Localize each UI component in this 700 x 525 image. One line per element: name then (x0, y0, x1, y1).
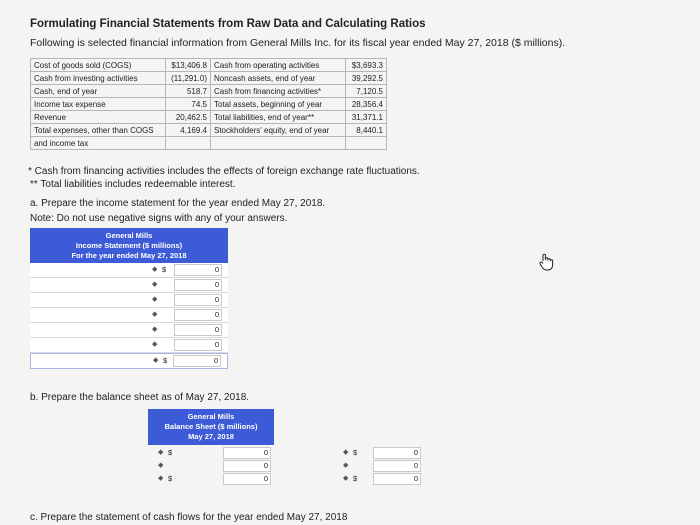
table-cell: 7,120.5 (346, 85, 387, 98)
table-cell (211, 137, 346, 150)
dollar-sign: $ (168, 474, 173, 483)
company-name: General Mills (187, 412, 235, 421)
amount-input[interactable]: 0 (174, 264, 222, 276)
table-cell: 39,292.5 (346, 72, 387, 85)
balance-row (148, 447, 423, 459)
hand-cursor-icon (537, 252, 557, 272)
dropdown-icon[interactable]: ◆ (343, 475, 349, 482)
dropdown-icon[interactable]: ◆ (158, 449, 164, 456)
dropdown-icon[interactable]: ◆ (152, 341, 158, 348)
amount-input[interactable]: 0 (373, 447, 421, 459)
financial-data-table (30, 58, 387, 150)
dollar-sign: $ (162, 265, 167, 274)
intro-text: Following is selected financial information from General Mills Inc. for its fiscal year ended May 27, 2018 ($ millions). (30, 37, 566, 49)
amount-input[interactable]: 0 (174, 339, 222, 351)
amount-input[interactable]: 0 (174, 279, 222, 291)
question-b: b. Prepare the balance sheet as of May 27, 2018. (30, 392, 250, 403)
dollar-sign: $ (163, 356, 168, 365)
dropdown-icon[interactable]: ◆ (152, 281, 158, 288)
footnote-financing: * Cash from financing activities includes the effects of foreign exchange rate fluctuations. (28, 166, 420, 177)
dropdown-icon[interactable]: ◆ (152, 296, 158, 303)
dropdown-icon[interactable]: ◆ (152, 326, 158, 333)
table-cell: Cash from operating activities (211, 59, 346, 72)
dropdown-icon[interactable]: ◆ (343, 449, 349, 456)
table-cell: Cash, end of year (31, 85, 166, 98)
question-c: c. Prepare the statement of cash flows for the year ended May 27, 2018 (30, 512, 348, 523)
table-cell: Income tax expense (31, 98, 166, 111)
statement-date: May 27, 2018 (188, 432, 234, 441)
balance-row (148, 460, 423, 472)
amount-input[interactable]: 0 (174, 309, 222, 321)
dropdown-icon[interactable]: ◆ (152, 266, 158, 273)
table-row (31, 72, 387, 85)
income-row-net (30, 353, 228, 369)
note-text: Note: Do not use negative signs with any of your answers. (30, 213, 288, 224)
income-statement (30, 228, 228, 369)
table-cell: Total liabilities, end of year** (211, 111, 346, 124)
amount-input[interactable]: 0 (223, 473, 271, 485)
question-a: a. Prepare the income statement for the year ended May 27, 2018. (30, 198, 326, 209)
table-cell: 20,462.5 (166, 111, 211, 124)
statement-title: Balance Sheet ($ millions) (164, 422, 258, 431)
table-row (31, 137, 387, 150)
table-cell: 74.5 (166, 98, 211, 111)
amount-input[interactable]: 0 (173, 355, 221, 367)
table-cell: $13,406.8 (166, 59, 211, 72)
table-row (31, 111, 387, 124)
amount-input[interactable]: 0 (373, 460, 421, 472)
statement-title: Income Statement ($ millions) (75, 241, 183, 250)
dollar-sign: $ (353, 474, 358, 483)
balance-row-total (148, 473, 423, 485)
table-cell: Revenue (31, 111, 166, 124)
balance-sheet-body (148, 445, 423, 487)
table-cell: (11,291.0) (166, 72, 211, 85)
table-row (31, 59, 387, 72)
income-row (30, 278, 228, 293)
table-cell: Cash from financing activities* (211, 85, 346, 98)
income-row (30, 263, 228, 278)
income-statement-header (30, 228, 228, 263)
table-cell (346, 137, 387, 150)
dollar-sign: $ (168, 448, 173, 457)
table-cell: Cash from investing activities (31, 72, 166, 85)
amount-input[interactable]: 0 (373, 473, 421, 485)
dollar-sign: $ (353, 448, 358, 457)
table-cell: 28,356.4 (346, 98, 387, 111)
table-row (31, 124, 387, 137)
table-row (31, 98, 387, 111)
table-cell: and income tax (31, 137, 166, 150)
table-row (31, 85, 387, 98)
table-cell: Noncash assets, end of year (211, 72, 346, 85)
dropdown-icon[interactable]: ◆ (153, 357, 159, 364)
dropdown-icon[interactable]: ◆ (158, 475, 164, 482)
dropdown-icon[interactable]: ◆ (343, 462, 349, 469)
dropdown-icon[interactable]: ◆ (158, 462, 164, 469)
amount-input[interactable]: 0 (174, 324, 222, 336)
table-cell: Total expenses, other than COGS (31, 124, 166, 137)
dropdown-icon[interactable]: ◆ (152, 311, 158, 318)
company-name: General Mills (105, 231, 153, 240)
income-row (30, 323, 228, 338)
table-cell: Stockholders' equity, end of year (211, 124, 346, 137)
page-title: Formulating Financial Statements from Raw Data and Calculating Ratios (30, 18, 426, 30)
table-cell: 4,169.4 (166, 124, 211, 137)
table-cell: 8,440.1 (346, 124, 387, 137)
balance-sheet-header (148, 409, 274, 445)
table-cell: $3,693.3 (346, 59, 387, 72)
amount-input[interactable]: 0 (174, 294, 222, 306)
footnote-liabilities: ** Total liabilities includes redeemable interest. (30, 179, 236, 190)
table-cell: Total assets, beginning of year (211, 98, 346, 111)
income-row (30, 338, 228, 353)
amount-input[interactable]: 0 (223, 460, 271, 472)
income-row (30, 293, 228, 308)
balance-sheet (148, 409, 423, 487)
table-cell (166, 137, 211, 150)
table-cell: 31,371.1 (346, 111, 387, 124)
table-cell: 518.7 (166, 85, 211, 98)
amount-input[interactable]: 0 (223, 447, 271, 459)
income-row (30, 308, 228, 323)
table-cell: Cost of goods sold (COGS) (31, 59, 166, 72)
statement-period: For the year ended May 27, 2018 (71, 251, 187, 260)
